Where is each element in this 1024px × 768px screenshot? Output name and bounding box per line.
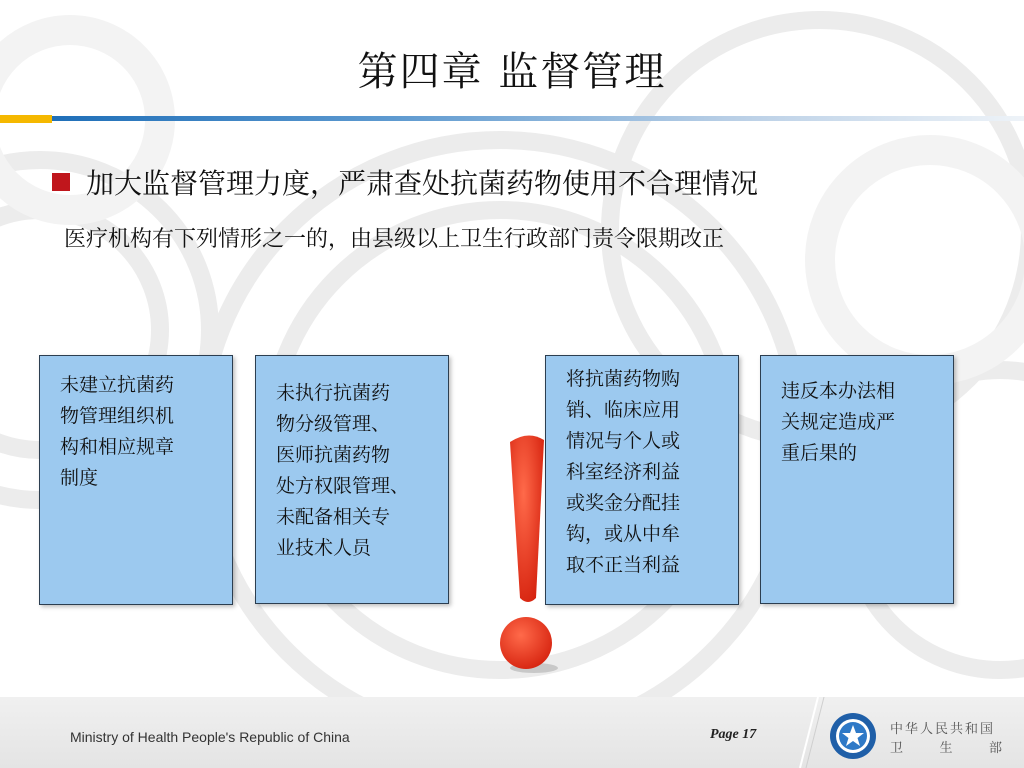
bullet-point <box>52 160 758 204</box>
condition-box-3-text: 将抗菌药物购 销、临床应用 情况与个人或 科室经济利益 或奖金分配挂 钩，或从中牟 取不正当利益 <box>566 368 681 576</box>
header-accent-blue <box>52 116 1024 121</box>
footer-organization: Ministry of Health People's Republic of China <box>70 729 350 745</box>
ministry-char-3: 部 <box>988 741 1002 756</box>
page-number: Page 17 <box>710 727 757 742</box>
condition-box-2-text: 未执行抗菌药 物分级管理、 医师抗菌药物 处方权限管理、 未配备相关专 业技术人员 <box>276 382 410 559</box>
ministry-name-line1: 中华人民共和国 <box>890 722 996 737</box>
ministry-name-line2 <box>890 737 1002 756</box>
subline-text: 医疗机构有下列情形之一的，由县级以上卫生行政部门责令限期改正 <box>64 227 725 252</box>
ministry-char-2: 生 <box>939 741 953 756</box>
condition-box-1-text: 未建立抗菌药 物管理组织机 构和相应规章 制度 <box>60 374 175 489</box>
ministry-logo-icon <box>829 712 877 760</box>
ministry-char-1: 卫 <box>890 741 904 756</box>
condition-box-4 <box>760 355 954 604</box>
bullet-square-icon <box>52 173 70 191</box>
slide-title: 第四章 监督管理 <box>357 49 667 95</box>
header-accent-yellow <box>0 115 52 123</box>
bullet-text: 加大监督管理力度，严肃查处抗菌药物使用不合理情况 <box>86 167 759 200</box>
exclamation-icon <box>486 430 576 675</box>
condition-box-4-text: 违反本办法相 关规定造成严 重后果的 <box>781 380 896 464</box>
condition-box-1 <box>39 355 233 605</box>
condition-box-2 <box>255 355 449 604</box>
footer-separator <box>780 697 830 768</box>
